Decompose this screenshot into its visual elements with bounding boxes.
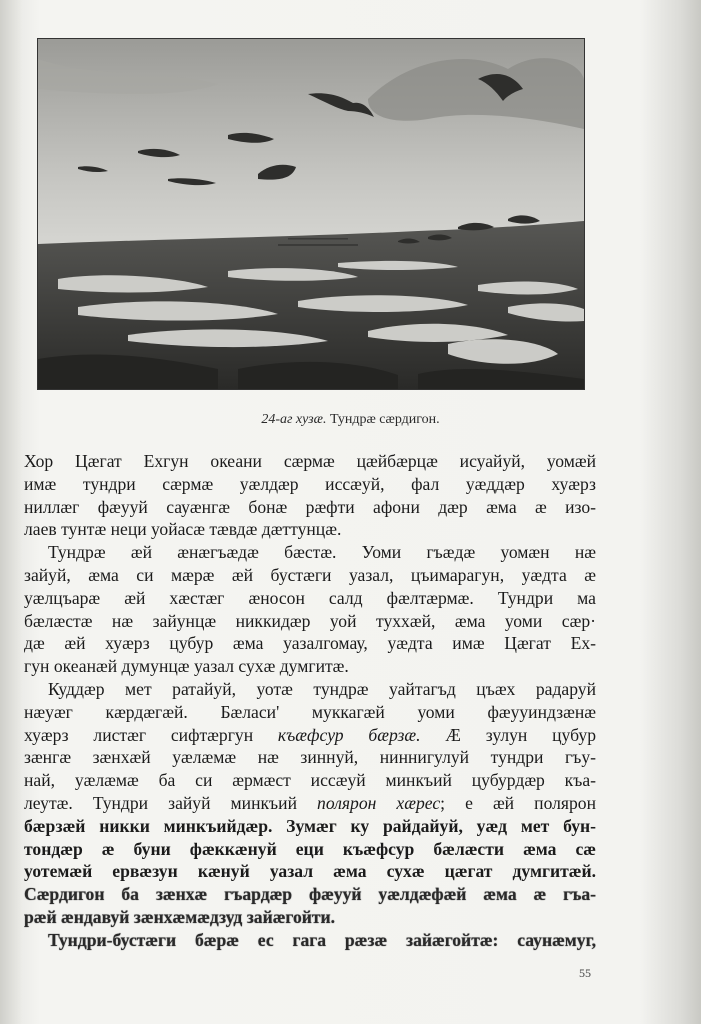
text-line: Куддæр мет ратайуй, уотæ тундрæ уайтагъд цъæх радаруй bbox=[48, 678, 596, 699]
text-line: Тундрæ æй æнæгъæдæ бæстæ. Уоми гъæдæ уомæн нæ bbox=[48, 542, 596, 563]
text-line: имæ тундри сæрмæ уæлдæр иссæуй, фал уæддæр хуæрз bbox=[24, 473, 596, 494]
tundra-summer-image bbox=[38, 39, 584, 389]
text-line: най, уæлæмæ ба си æрмæст иссæуй минкъий цубурдæр къа- bbox=[24, 770, 596, 791]
tundra-illustration bbox=[37, 38, 585, 390]
text-line: леутæ. Тундри зайуй минкъий полярон хæрес; е æй полярон bbox=[24, 792, 596, 813]
text-line: уотемæй ервæзун кæнуй уазал æма сухæ цæгат думгитæй. bbox=[24, 861, 596, 882]
text-line: дæ æй хуæрз цубур æма уазалгомау, уæдта имæ Цæгат Ех- bbox=[24, 633, 596, 654]
text-line: рæй æндавуй зæнхæмæдзуд зайæгойти. bbox=[24, 906, 336, 927]
text-line: бæлæстæ нæ зайунцæ никкидæр уой туххæй, æма уоми сæр· bbox=[24, 610, 596, 631]
text-line: зайуй, æма си мæрæ æй бустæги уазал, цъимарагун, уæдта æ bbox=[24, 564, 596, 585]
text-line: Тундри-бустæги бæрæ ес гага рæзæ зайæгойтæ: саунæмуг, bbox=[48, 929, 596, 950]
caption-text: Тундрæ сæрдигон. bbox=[329, 412, 440, 427]
text-line: бæрзæй никки минкъийдæр. Зумæг ку райдайуй, уæд мет бун- bbox=[24, 815, 596, 836]
text-line: гун океанæй думунцæ уазал сухæ думгитæ. bbox=[24, 656, 349, 677]
figure-caption bbox=[0, 412, 701, 428]
text-line: хуæрз листæг сифтæргун къæфсур бæрзæ. Æ зулун цубур bbox=[24, 724, 596, 745]
text-line: зæнгæ зæнхæй уæлæмæ нæ зиннуй, ниннигулуй тундри гъу- bbox=[24, 747, 596, 768]
text-line: уæлцъарæ æй хæстæг æносон салд фæлтæрмæ. Тундри ма bbox=[24, 587, 596, 608]
text-line: лаев тунтæ неци уойасæ тæвдæ дæттунцæ. bbox=[24, 519, 342, 540]
italic-term: полярон хæрес bbox=[317, 792, 441, 813]
page-number: 55 bbox=[579, 966, 591, 980]
body-text bbox=[24, 450, 596, 952]
text-line: тондæр æ буни фæккæнуй еци къæфсур бæлæсти æма сæ bbox=[24, 838, 596, 859]
italic-term: къæфсур бæрзæ. bbox=[277, 724, 421, 745]
caption-label: 24-аг хузæ. bbox=[261, 412, 327, 427]
text-line: Хор Цæгат Ехгун океани сæрмæ цæйбæрцæ исуайуй, уомæй bbox=[24, 451, 596, 471]
text-line: нæуæг кæрдæгæй. Бæласи' муккагæй уоми фæууиндзæнæ bbox=[24, 701, 596, 722]
page-binding-shadow bbox=[0, 0, 22, 1024]
text-line: Сæрдигон ба зæнхæ гъардæр фæууй уæлдæфæй æма æ гъа- bbox=[24, 884, 596, 905]
text-line: ниллæг фæууй сауæнгæ бонæ рæфти афони дæр æма æ изо- bbox=[24, 496, 596, 517]
